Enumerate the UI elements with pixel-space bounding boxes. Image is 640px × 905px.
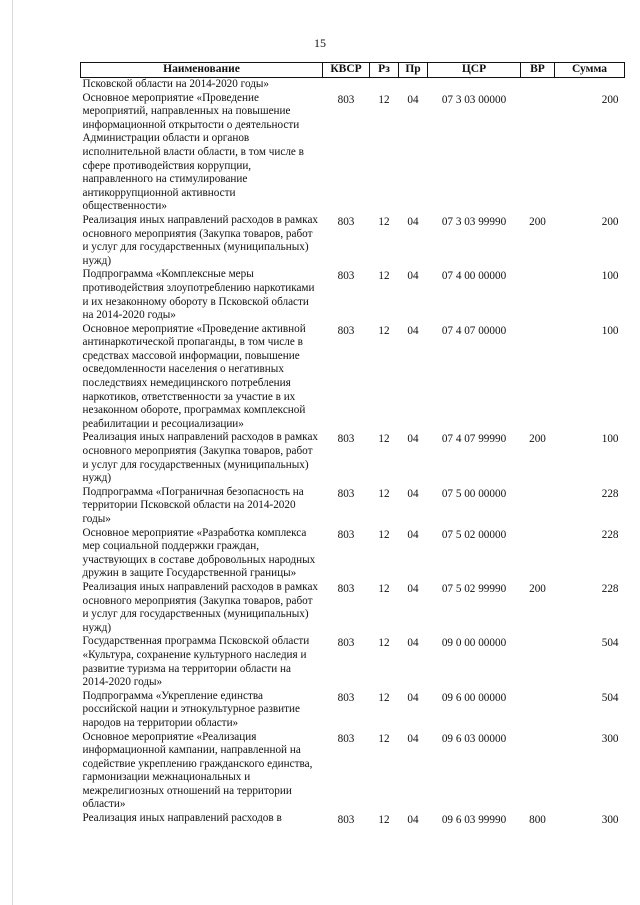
cell-rz: 12 [378,93,390,106]
cell-pr: 04 [407,93,419,106]
scan-edge-line [12,0,13,905]
cell-sum: 228 [601,487,619,500]
header-pr: Пр [399,63,428,78]
cell-name: Псковской области на 2014-2020 годы» [82,78,270,90]
cell-sum: 504 [601,691,619,704]
cell-csr: 09 6 00 00000 [441,691,507,704]
table-row [81,731,625,813]
table-row [81,78,625,92]
cell-vr [521,731,555,813]
cell-sum: 504 [601,637,619,650]
cell-pr: 04 [407,487,419,500]
cell-pr: 04 [407,528,419,541]
cell-sum: 300 [601,732,619,745]
cell-kvsr [323,78,370,92]
cell-vr [521,486,555,527]
cell-kvsr: 803 [337,215,355,228]
budget-table [80,62,625,828]
cell-sum: 100 [601,324,619,337]
cell-vr: 200 [529,582,546,595]
table-row [81,635,625,689]
cell-rz: 12 [378,487,390,500]
cell-kvsr: 803 [337,732,355,745]
cell-rz [370,78,399,92]
cell-kvsr: 803 [337,93,355,106]
cell-vr: 800 [529,814,546,827]
cell-name: Подпрограмма «Комплексные меры противодействия злоупотреблению наркотиками и их незаконному обороту в Псковской области на 2014-2020 годы» [82,268,315,322]
cell-csr: 07 3 03 00000 [441,93,507,106]
cell-name: Реализация иных направлений расходов в рамках основного мероприятия (Закупка товаров, работ и услуг для государственных (муниципальных) нужд) [82,580,319,634]
cell-vr [521,527,555,581]
cell-kvsr: 803 [337,528,355,541]
cell-vr [521,690,555,731]
cell-vr: 200 [529,215,546,228]
cell-pr: 04 [407,637,419,650]
header-rz: Рз [370,63,399,78]
cell-csr [428,78,521,92]
cell-kvsr: 803 [337,691,355,704]
cell-csr: 07 5 00 00000 [441,487,507,500]
cell-sum: 228 [601,528,619,541]
table-header-row [81,63,625,78]
cell-name: Реализация иных направлений расходов в [82,812,282,825]
table-row [81,214,625,268]
cell-sum: 200 [601,93,619,106]
cell-rz: 12 [378,691,390,704]
cell-pr: 04 [407,324,419,337]
cell-name: Основное мероприятие «Проведение активной антинаркотической пропаганды, в том числе в средствах массовой информации, повышение осведомленности населения о негативных последствиях немедицинского потребления наркотиков, ответственности за участие в их незаконном обороте, программах комплексной реабилитации и ресоциализации» [82,322,306,430]
table-row [81,486,625,527]
cell-name: Реализация иных направлений расходов в рамках основного мероприятия (Закупка товаров, работ и услуг для государственных (муниципальных) нужд) [82,213,319,267]
cell-sum: 200 [601,215,619,228]
cell-rz: 12 [378,637,390,650]
cell-sum: 228 [601,582,619,595]
cell-csr: 07 3 03 99990 [441,215,507,228]
table-row [81,527,625,581]
cell-pr: 04 [407,582,419,595]
cell-kvsr: 803 [337,582,355,595]
cell-pr [399,78,428,92]
cell-rz: 12 [378,732,390,745]
cell-vr [521,92,555,214]
cell-pr: 04 [407,215,419,228]
cell-name: Подпрограмма «Укрепление единства российской нации и этнокультурное развитие народов на территории области» [82,689,300,729]
header-csr: ЦСР [428,63,521,78]
cell-csr: 07 5 02 99990 [441,582,507,595]
cell-csr: 07 5 02 00000 [441,528,507,541]
cell-name: Основное мероприятие «Проведение мероприятий, направленных на повышение информационной открытости о деятельности Администрации области и органов исполнительной власти области, в том числе в сфере противодействия коррупции, направленного на стимулирование антикоррупционной активности общественности» [82,91,304,213]
cell-csr: 09 6 03 99990 [441,814,507,827]
cell-pr: 04 [407,732,419,745]
cell-pr: 04 [407,433,419,446]
table-row [81,812,625,828]
cell-kvsr: 803 [337,637,355,650]
cell-kvsr: 803 [337,433,355,446]
cell-rz: 12 [378,215,390,228]
cell-kvsr: 803 [337,814,355,827]
cell-name: Основное мероприятие «Реализация информационной кампании, направленной на содействие укреплению гражданского единства, гармонизации межнациональных и межрелигиозных отношений на территории области» [82,730,313,811]
cell-name: Реализация иных направлений расходов в рамках основного мероприятия (Закупка товаров, работ и услуг для государственных (муниципальных) нужд) [82,431,319,485]
cell-sum: 100 [601,433,619,446]
table-row [81,581,625,635]
cell-csr: 07 4 00 00000 [441,270,507,283]
page-number: 15 [314,36,326,50]
cell-csr: 09 6 03 00000 [441,732,507,745]
cell-sum: 100 [601,270,619,283]
cell-rz: 12 [378,324,390,337]
cell-vr [521,323,555,432]
cell-name: Подпрограмма «Пограничная безопасность на территории Псковской области на 2014-2020 годы» [82,485,304,525]
cell-csr: 07 4 07 99990 [441,433,507,446]
table-row [81,92,625,214]
cell-csr: 07 4 07 00000 [441,324,507,337]
cell-kvsr: 803 [337,270,355,283]
cell-sum: 300 [601,814,619,827]
cell-csr: 09 0 00 00000 [441,637,507,650]
cell-rz: 12 [378,528,390,541]
cell-vr: 200 [529,433,546,446]
header-sum: Сумма [555,63,625,78]
cell-vr [521,635,555,689]
table-row [81,431,625,485]
cell-rz: 12 [378,582,390,595]
header-name: Наименование [81,63,323,78]
table-row [81,268,625,322]
cell-pr: 04 [407,691,419,704]
cell-vr [521,268,555,322]
table-row [81,323,625,432]
cell-rz: 12 [378,433,390,446]
cell-rz: 12 [378,814,390,827]
cell-rz: 12 [378,270,390,283]
cell-name: Основное мероприятие «Разработка комплекса мер социальной поддержки граждан, участвующих в составе добровольных народных дружин в защите Государственной границы» [82,526,316,580]
cell-kvsr: 803 [337,324,355,337]
cell-vr [521,78,555,92]
cell-name: Государственная программа Псковской области «Культура, сохранение культурного наследия и развитие туризма на территории области на 2014-2020 годы» [82,635,310,689]
cell-pr: 04 [407,270,419,283]
cell-kvsr: 803 [337,487,355,500]
header-kvsr: КВСР [323,63,370,78]
cell-pr: 04 [407,814,419,827]
cell-sum [555,78,625,92]
table-row [81,690,625,731]
header-vr: ВР [521,63,555,78]
